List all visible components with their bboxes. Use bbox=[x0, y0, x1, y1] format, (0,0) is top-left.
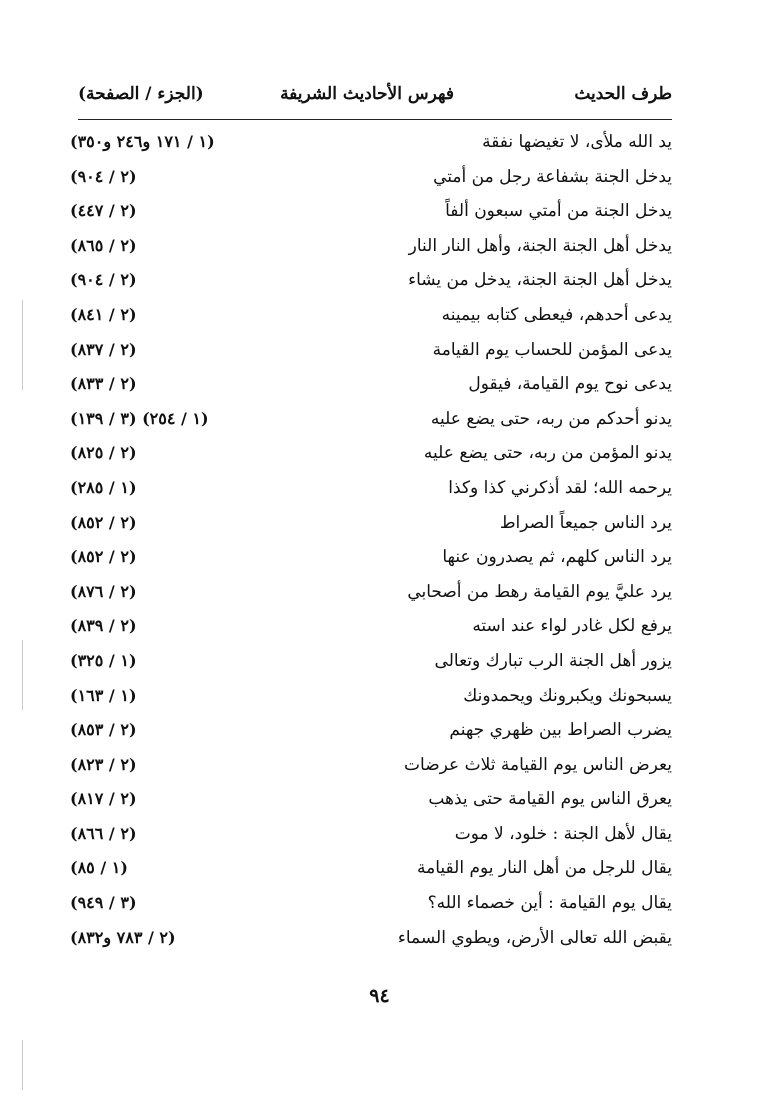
volume-page-reference: (٢ / ٤٤٧) bbox=[70, 201, 137, 221]
index-entry bbox=[70, 610, 672, 645]
page-number: ٩٤ bbox=[369, 985, 390, 1007]
index-entry bbox=[70, 264, 672, 299]
index-entry bbox=[70, 299, 672, 334]
index-entry bbox=[70, 195, 672, 230]
hadith-text: يسبحونك ويكبرونك ويحمدونك bbox=[463, 685, 672, 706]
hadith-text: يضرب الصراط بين ظهري جهنم bbox=[449, 720, 672, 741]
header-hadith-column-title: طرف الحديث bbox=[574, 84, 672, 104]
hadith-text: يقبض الله تعالى الأرض، ويطوي السماء bbox=[397, 927, 672, 948]
volume-page-reference: (٣ / ٩٤٩) bbox=[70, 893, 137, 913]
hadith-text: يرفع لكل غادر لواء عند استه bbox=[472, 616, 672, 637]
index-entry bbox=[70, 507, 672, 542]
volume-page-reference: (١ / ٢٨٥) bbox=[70, 477, 137, 497]
volume-page-reference: (٢ / ٨٣٧) bbox=[70, 339, 137, 359]
hadith-text: يرحمه الله؛ لقد أذكرني كذا وكذا bbox=[448, 477, 672, 498]
volume-page-reference: (١ / ٢٥٤) (٣ / ١٣٩) bbox=[70, 408, 209, 428]
index-entry bbox=[70, 472, 672, 507]
scan-edge-mark bbox=[22, 640, 23, 710]
hadith-text: يدعى المؤمن للحساب يوم القيامة bbox=[432, 339, 672, 360]
index-entry bbox=[70, 852, 672, 887]
volume-page-reference: (١ / ١٦٣) bbox=[70, 685, 137, 705]
volume-page-reference: (٢ / ٨٣٣) bbox=[70, 374, 137, 394]
index-entry bbox=[70, 680, 672, 715]
hadith-text: يقال للرجل من أهل النار يوم القيامة bbox=[417, 858, 672, 879]
hadith-text: يدنو المؤمن من ربه، حتى يضع عليه bbox=[423, 443, 672, 464]
volume-page-reference: (٢ / ٨٢٥) bbox=[70, 443, 137, 463]
index-entry bbox=[70, 334, 672, 369]
hadith-text: يزور أهل الجنة الرب تبارك وتعالى bbox=[434, 650, 672, 671]
page-header bbox=[78, 84, 672, 118]
hadith-text: يدخل أهل الجنة الجنة، يدخل من يشاء bbox=[408, 270, 672, 291]
index-entry bbox=[70, 783, 672, 818]
volume-page-reference: (٢ / ٨٤١) bbox=[70, 304, 137, 324]
index-entry bbox=[70, 230, 672, 265]
volume-page-reference: (٢ / ٨٦٥) bbox=[70, 235, 137, 255]
volume-page-reference: (٢ / ٩٠٤) bbox=[70, 270, 137, 290]
hadith-text: يدعى أحدهم، فيعطى كتابه بيمينه bbox=[441, 304, 672, 325]
index-entry bbox=[70, 714, 672, 749]
header-divider bbox=[78, 119, 672, 120]
hadith-text: يرد الناس جميعاً الصراط bbox=[499, 512, 672, 533]
hadith-text: يدخل الجنة من أمتي سبعون ألفاً bbox=[445, 201, 672, 222]
index-entry bbox=[70, 437, 672, 472]
volume-page-reference: (٢ / ٨٥٢) bbox=[70, 547, 137, 567]
index-entry bbox=[70, 922, 672, 957]
index-entry bbox=[70, 161, 672, 196]
index-entry bbox=[70, 645, 672, 680]
header-reference-column-title: (الجزء / الصفحة) bbox=[78, 84, 204, 104]
index-entry bbox=[70, 887, 672, 922]
index-entry bbox=[70, 541, 672, 576]
hadith-text: يرد عليَّ يوم القيامة رهط من أصحابي bbox=[407, 581, 672, 602]
scan-edge-mark bbox=[22, 1040, 23, 1090]
hadith-text: يدعى نوح يوم القيامة، فيقول bbox=[468, 374, 672, 395]
index-entry bbox=[70, 576, 672, 611]
index-entry bbox=[70, 403, 672, 438]
index-entry bbox=[70, 126, 672, 161]
volume-page-reference: (٢ / ٨٥٢) bbox=[70, 512, 137, 532]
volume-page-reference: (٢ / ٩٠٤) bbox=[70, 166, 137, 186]
volume-page-reference: (١ / ١٧١ و٢٤٦ و٣٥٠) bbox=[70, 132, 215, 151]
volume-page-reference: (١ / ٨٥) bbox=[70, 858, 128, 878]
hadith-text: يقال يوم القيامة : أين خصماء الله؟ bbox=[427, 893, 672, 914]
volume-page-reference: (٢ / ٨٢٣) bbox=[70, 754, 137, 774]
volume-page-reference: (٢ / ٧٨٣ و٨٣٢) bbox=[70, 927, 176, 947]
scan-edge-mark bbox=[22, 300, 23, 390]
hadith-index-list bbox=[70, 126, 672, 956]
header-index-title: فهرس الأحاديث الشريفة bbox=[280, 84, 454, 104]
hadith-text: يرد الناس كلهم، ثم يصدرون عنها bbox=[442, 547, 672, 568]
index-entry bbox=[70, 818, 672, 853]
hadith-text: يعرق الناس يوم القيامة حتى يذهب bbox=[428, 789, 672, 810]
volume-page-reference: (٢ / ٨٣٩) bbox=[70, 616, 137, 636]
volume-page-reference: (٢ / ٨٦٦) bbox=[70, 823, 137, 843]
volume-page-reference: (٢ / ٨٧٦) bbox=[70, 581, 137, 601]
volume-page-reference: (٢ / ٨٥٣) bbox=[70, 720, 137, 740]
hadith-text: يدخل أهل الجنة الجنة، وأهل النار النار bbox=[408, 235, 672, 256]
hadith-text: يدخل الجنة بشفاعة رجل من أمتي bbox=[433, 166, 672, 187]
hadith-text: يعرض الناس يوم القيامة ثلاث عرضات bbox=[404, 754, 672, 775]
volume-page-reference: (١ / ٣٢٥) bbox=[70, 650, 137, 670]
volume-page-reference: (٢ / ٨١٧) bbox=[70, 789, 137, 809]
index-entry bbox=[70, 368, 672, 403]
hadith-text: يد الله ملأى، لا تغيضها نفقة bbox=[482, 132, 672, 152]
index-entry bbox=[70, 749, 672, 784]
hadith-text: يقال لأهل الجنة : خلود، لا موت bbox=[454, 823, 672, 844]
hadith-text: يدنو أحدكم من ربه، حتى يضع عليه bbox=[430, 408, 672, 429]
